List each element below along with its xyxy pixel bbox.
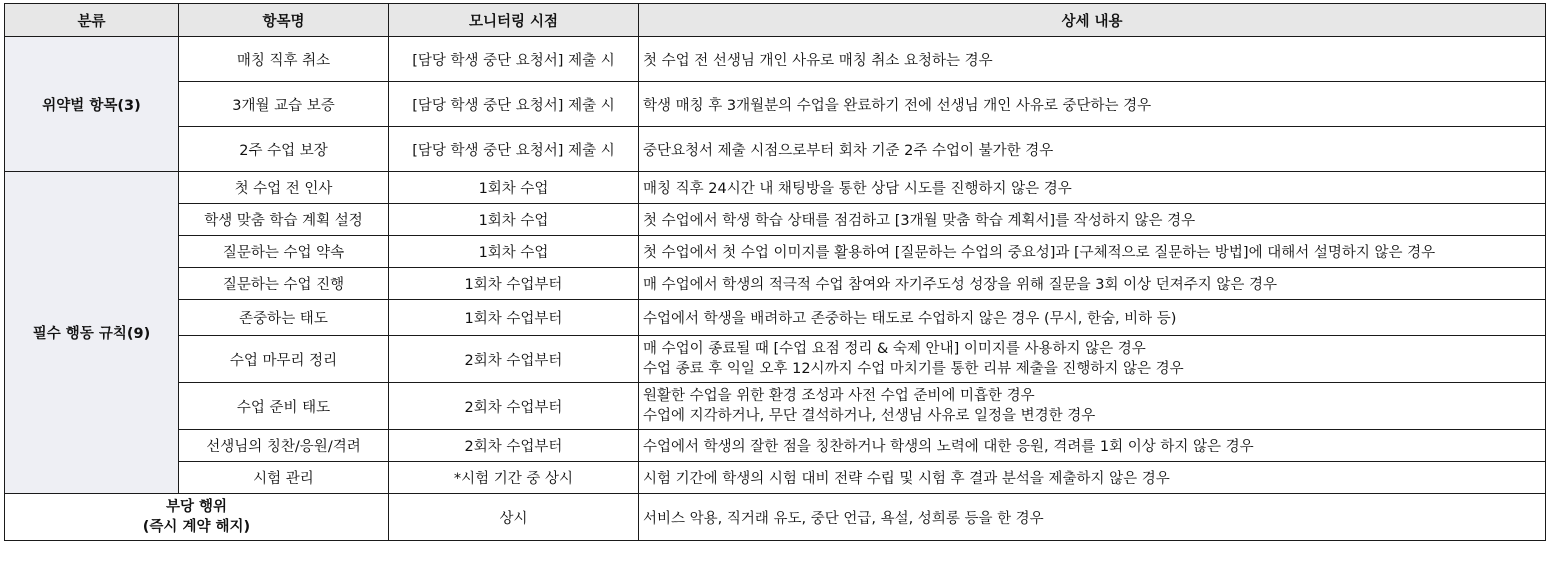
- category-required-rules: 필수 행동 규칙(9): [5, 172, 179, 494]
- header-details: 상세 내용: [639, 4, 1546, 37]
- category-misconduct: [5, 494, 389, 541]
- detail-text: 서비스 악용, 직거래 유도, 중단 언급, 욕설, 성희롱 등을 한 경우: [639, 494, 1546, 541]
- table-row: [5, 172, 1546, 204]
- item-name: 2주 수업 보장: [179, 127, 389, 172]
- monitoring-time: 1회차 수업부터: [389, 300, 639, 336]
- table-row: [5, 494, 1546, 541]
- detail-line: 원활한 수업을 위한 환경 조성과 사전 수업 준비에 미흡한 경우: [643, 388, 1035, 404]
- table-row: [5, 300, 1546, 336]
- item-name: 수업 준비 태도: [179, 383, 389, 430]
- monitoring-time: 2회차 수업부터: [389, 336, 639, 383]
- table-row: [5, 127, 1546, 172]
- item-name: 매칭 직후 취소: [179, 37, 389, 82]
- category-penalty: 위약벌 항목(3): [5, 37, 179, 172]
- table-row: [5, 383, 1546, 430]
- detail-line: 수업 종료 후 익일 오후 12시까지 수업 마치기를 통한 리뷰 제출을 진행하지 않은 경우: [643, 361, 1184, 377]
- table-row: [5, 430, 1546, 462]
- detail-line: 수업에 지각하거나, 무단 결석하거나, 선생님 사유로 일정을 변경한 경우: [643, 408, 1096, 424]
- detail-text: [639, 336, 1546, 383]
- category-line: 부당 행위: [165, 499, 228, 515]
- detail-text: 첫 수업에서 첫 수업 이미지를 활용하여 [질문하는 수업의 중요성]과 [구체적으로 질문하는 방법]에 대해서 설명하지 않은 경우: [639, 236, 1546, 268]
- monitoring-time: 1회차 수업: [389, 236, 639, 268]
- table-row: [5, 268, 1546, 300]
- monitoring-time: [담당 학생 중단 요청서] 제출 시: [389, 127, 639, 172]
- detail-text: 첫 수업에서 학생 학습 상태를 점검하고 [3개월 맞춤 학습 계획서]를 작성하지 않은 경우: [639, 204, 1546, 236]
- item-name: 질문하는 수업 약속: [179, 236, 389, 268]
- item-name: 질문하는 수업 진행: [179, 268, 389, 300]
- detail-line: 매 수업이 종료될 때 [수업 요점 정리 & 숙제 안내] 이미지를 사용하지 않은 경우: [643, 341, 1146, 357]
- monitoring-time: 1회차 수업부터: [389, 268, 639, 300]
- detail-text: 수업에서 학생의 잘한 점을 칭찬하거나 학생의 노력에 대한 응원, 격려를 1회 이상 하지 않은 경우: [639, 430, 1546, 462]
- header-monitoring-time: 모니터링 시점: [389, 4, 639, 37]
- category-line: (즉시 계약 해지): [142, 519, 251, 535]
- item-name: 첫 수업 전 인사: [179, 172, 389, 204]
- detail-text: 첫 수업 전 선생님 개인 사유로 매칭 취소 요청하는 경우: [639, 37, 1546, 82]
- monitoring-time: 2회차 수업부터: [389, 383, 639, 430]
- detail-text: 매칭 직후 24시간 내 채팅방을 통한 상담 시도를 진행하지 않은 경우: [639, 172, 1546, 204]
- detail-text: 학생 매칭 후 3개월분의 수업을 완료하기 전에 선생님 개인 사유로 중단하는 경우: [639, 82, 1546, 127]
- monitoring-time: 1회차 수업: [389, 172, 639, 204]
- item-name: 수업 마무리 정리: [179, 336, 389, 383]
- detail-text: 수업에서 학생을 배려하고 존중하는 태도로 수업하지 않은 경우 (무시, 한숨, 비하 등): [639, 300, 1546, 336]
- monitoring-time: *시험 기간 중 상시: [389, 462, 639, 494]
- item-name: 학생 맞춤 학습 계획 설정: [179, 204, 389, 236]
- table-row: [5, 236, 1546, 268]
- detail-text: 시험 기간에 학생의 시험 대비 전략 수립 및 시험 후 결과 분석을 제출하지 않은 경우: [639, 462, 1546, 494]
- header-item-name: 항목명: [179, 4, 389, 37]
- monitoring-time: 상시: [389, 494, 639, 541]
- table-row: [5, 462, 1546, 494]
- monitoring-time: [담당 학생 중단 요청서] 제출 시: [389, 37, 639, 82]
- monitoring-time: 2회차 수업부터: [389, 430, 639, 462]
- item-name: 3개월 교습 보증: [179, 82, 389, 127]
- detail-text: 매 수업에서 학생의 적극적 수업 참여와 자기주도성 성장을 위해 질문을 3회 이상 던져주지 않은 경우: [639, 268, 1546, 300]
- table-row: [5, 204, 1546, 236]
- item-name: 시험 관리: [179, 462, 389, 494]
- item-name: 선생님의 칭찬/응원/격려: [179, 430, 389, 462]
- monitoring-time: 1회차 수업: [389, 204, 639, 236]
- monitoring-time: [담당 학생 중단 요청서] 제출 시: [389, 82, 639, 127]
- table-row: [5, 37, 1546, 82]
- header-row: [5, 4, 1546, 37]
- header-category: 분류: [5, 4, 179, 37]
- detail-text: [639, 383, 1546, 430]
- table-row: [5, 336, 1546, 383]
- rules-table: [4, 3, 1546, 541]
- item-name: 존중하는 태도: [179, 300, 389, 336]
- detail-text: 중단요청서 제출 시점으로부터 회차 기준 2주 수업이 불가한 경우: [639, 127, 1546, 172]
- table-row: [5, 82, 1546, 127]
